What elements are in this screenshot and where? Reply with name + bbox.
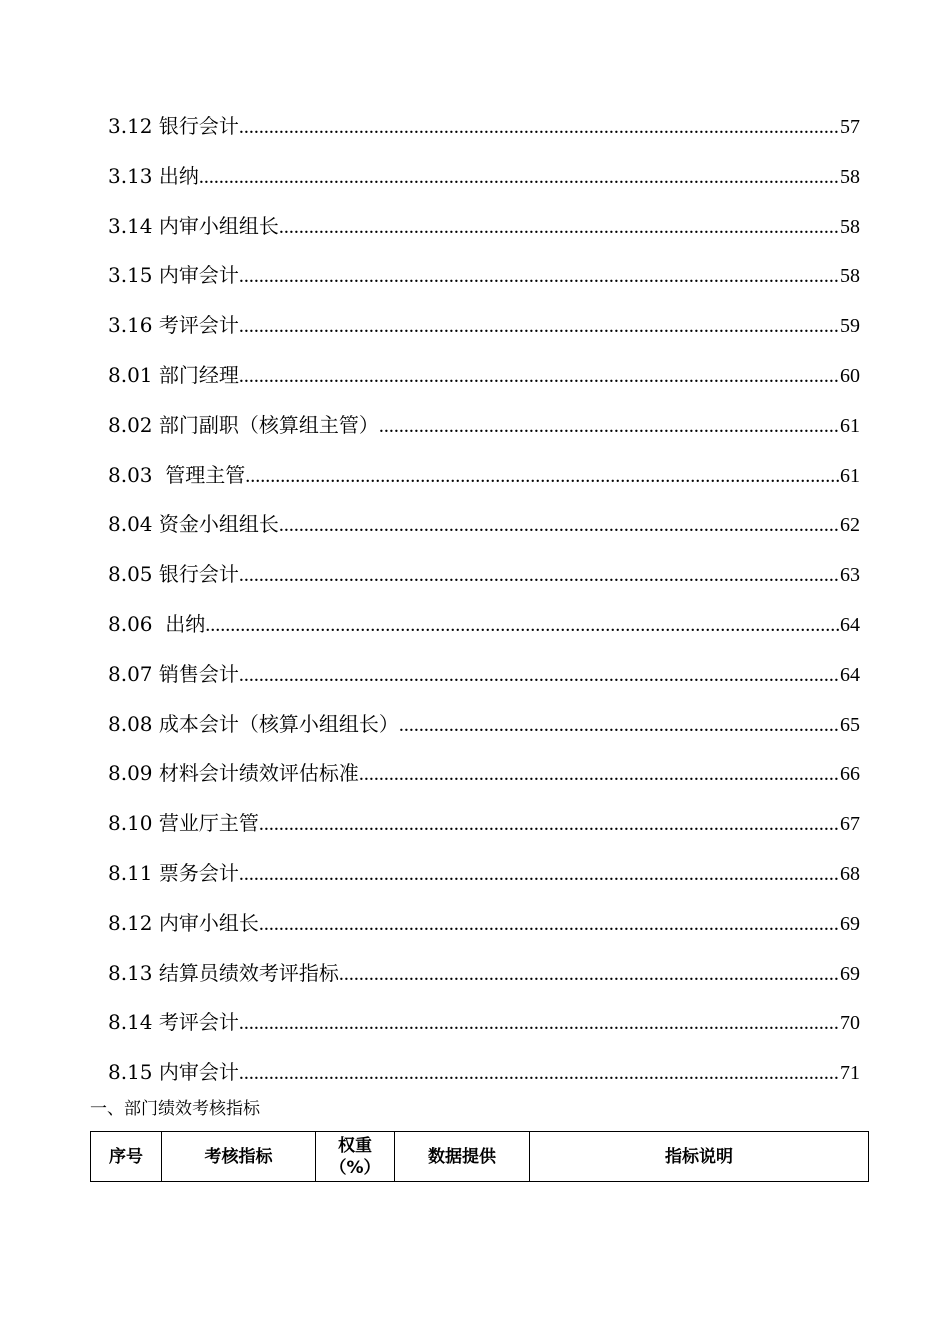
toc-dot-leader bbox=[279, 209, 839, 245]
toc-entry-label: 3.13 出纳 bbox=[108, 163, 199, 188]
toc-entry-label: 8.03 管理主管 bbox=[108, 462, 246, 487]
toc-entry[interactable] bbox=[108, 556, 860, 606]
toc-entry-label: 8.12 内审小组长 bbox=[108, 910, 259, 935]
toc-dot-leader bbox=[239, 358, 839, 394]
toc-entry-label: 8.14 考评会计 bbox=[108, 1010, 239, 1035]
toc-entry-label: 8.02 部门副职（核算组主管） bbox=[108, 412, 379, 437]
toc-entry-page: 64 bbox=[840, 613, 860, 636]
toc-entry-page: 62 bbox=[840, 514, 860, 537]
header-description: 指标说明 bbox=[530, 1132, 869, 1182]
toc-entry-label: 8.09 材料会计绩效评估标准 bbox=[108, 761, 359, 786]
toc-dot-leader bbox=[239, 1055, 839, 1091]
toc-dot-leader bbox=[399, 707, 839, 743]
header-weight bbox=[316, 1132, 395, 1182]
toc-entry[interactable] bbox=[108, 855, 860, 905]
toc-dot-leader bbox=[199, 159, 839, 195]
toc-entry-page: 57 bbox=[840, 116, 860, 138]
toc-dot-leader bbox=[239, 308, 839, 344]
toc-entry[interactable] bbox=[108, 805, 860, 855]
toc-dot-leader bbox=[359, 756, 839, 792]
toc-entry[interactable] bbox=[108, 357, 860, 407]
toc-dot-leader bbox=[279, 507, 839, 543]
toc-entry-page: 65 bbox=[840, 713, 860, 736]
header-indicator: 考核指标 bbox=[162, 1132, 316, 1182]
toc-entry[interactable] bbox=[108, 606, 860, 656]
table-header-row bbox=[91, 1132, 869, 1182]
toc-entry-page: 68 bbox=[840, 862, 860, 885]
kpi-table bbox=[90, 1131, 869, 1182]
toc-entry-label: 8.13 结算员绩效考评指标 bbox=[108, 960, 339, 985]
toc-entry[interactable] bbox=[108, 755, 860, 805]
toc-entry-page: 67 bbox=[840, 813, 860, 836]
header-data-source: 数据提供 bbox=[395, 1132, 530, 1182]
toc-entry[interactable] bbox=[108, 905, 860, 955]
header-weight-line1: 权重 bbox=[338, 1135, 372, 1156]
toc-entry[interactable] bbox=[108, 1004, 860, 1054]
toc-entry[interactable] bbox=[108, 656, 860, 706]
toc-entry-page: 61 bbox=[840, 414, 860, 437]
table-of-contents bbox=[108, 108, 860, 1104]
toc-entry-page: 69 bbox=[840, 962, 860, 985]
toc-dot-leader bbox=[339, 956, 839, 992]
toc-entry[interactable] bbox=[108, 307, 860, 357]
toc-entry-page: 60 bbox=[840, 364, 860, 387]
toc-dot-leader bbox=[239, 258, 839, 294]
toc-dot-leader bbox=[259, 906, 839, 942]
toc-entry[interactable] bbox=[108, 706, 860, 756]
toc-entry-label: 8.11 票务会计 bbox=[108, 860, 239, 885]
toc-entry-label: 8.06 出纳 bbox=[108, 611, 206, 636]
toc-entry-label: 8.07 销售会计 bbox=[108, 661, 239, 686]
header-weight-line2: （%） bbox=[329, 1157, 381, 1178]
toc-entry[interactable] bbox=[108, 407, 860, 457]
toc-dot-leader bbox=[239, 657, 839, 693]
toc-dot-leader bbox=[239, 856, 839, 892]
toc-entry-label: 8.08 成本会计（核算小组组长） bbox=[108, 711, 399, 736]
toc-entry-label: 8.10 营业厅主管 bbox=[108, 811, 259, 836]
toc-dot-leader bbox=[379, 408, 839, 444]
toc-entry-page: 58 bbox=[840, 165, 860, 188]
toc-dot-leader bbox=[239, 109, 839, 145]
toc-entry-page: 71 bbox=[840, 1062, 860, 1085]
toc-entry[interactable] bbox=[108, 208, 860, 258]
toc-entry-page: 58 bbox=[840, 265, 860, 288]
toc-entry[interactable] bbox=[108, 158, 860, 208]
toc-entry-page: 59 bbox=[840, 315, 860, 338]
toc-entry-label: 3.15 内审会计 bbox=[108, 263, 239, 288]
toc-dot-leader bbox=[239, 1005, 839, 1041]
toc-entry-label: 8.15 内审会计 bbox=[108, 1060, 239, 1085]
toc-entry-label: 8.01 部门经理 bbox=[108, 362, 239, 387]
header-seq: 序号 bbox=[91, 1132, 162, 1182]
toc-entry-label: 8.05 银行会计 bbox=[108, 562, 239, 587]
toc-entry[interactable] bbox=[108, 457, 860, 507]
toc-entry[interactable] bbox=[108, 955, 860, 1005]
toc-entry[interactable] bbox=[108, 506, 860, 556]
toc-dot-leader bbox=[205, 607, 839, 643]
toc-entry-page: 63 bbox=[840, 564, 860, 587]
toc-entry-page: 61 bbox=[840, 464, 860, 487]
toc-dot-leader bbox=[239, 557, 839, 593]
toc-entry-label: 3.16 考评会计 bbox=[108, 313, 239, 338]
toc-entry-page: 66 bbox=[840, 763, 860, 786]
toc-entry-page: 58 bbox=[840, 215, 860, 238]
toc-entry-page: 64 bbox=[840, 663, 860, 686]
toc-entry-page: 70 bbox=[840, 1012, 860, 1035]
toc-entry-label: 8.04 资金小组组长 bbox=[108, 512, 279, 537]
toc-dot-leader bbox=[245, 458, 839, 494]
toc-entry-page: 69 bbox=[840, 912, 860, 935]
section-heading: 一、部门绩效考核指标 bbox=[90, 1099, 260, 1119]
toc-dot-leader bbox=[259, 806, 839, 842]
toc-entry-label: 3.12 银行会计 bbox=[108, 114, 239, 138]
toc-entry[interactable] bbox=[108, 257, 860, 307]
toc-entry[interactable] bbox=[108, 108, 860, 158]
toc-entry-label: 3.14 内审小组组长 bbox=[108, 213, 279, 238]
